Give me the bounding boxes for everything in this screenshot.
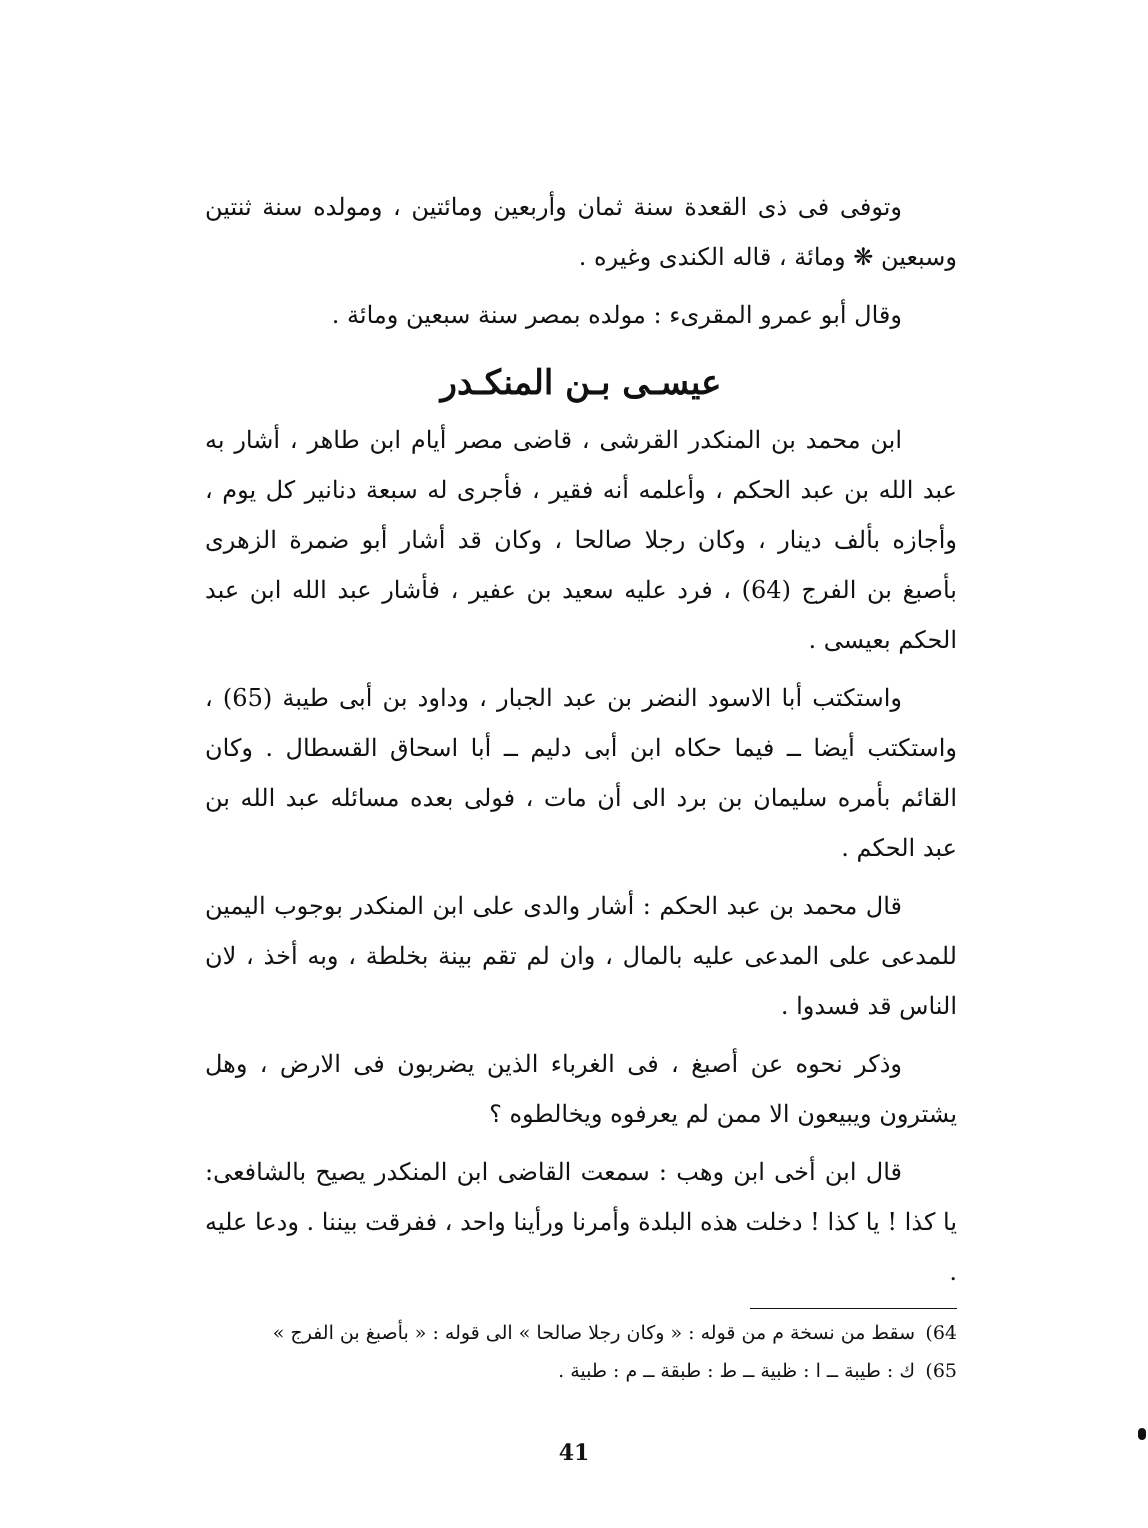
page-number: 41 [558, 1440, 590, 1466]
footnotes [205, 1320, 957, 1396]
body-paragraph-4: وذكر نحوه عن أصبغ ، فى الغرباء الذين يضربون فى الارض ، وهل يشترون ويبيعون الا ممن لم يعرفوه ويخالطوه ؟ [205, 1050, 957, 1128]
footnote-number: 65) [925, 1360, 957, 1382]
footnote-text: ك : طيبة ــ ا : ظبية ــ ط : طبقة ــ م : طبية . [558, 1360, 915, 1382]
body-paragraph-3: قال محمد بن عبد الحكم : أشار والدى على ابن المنكدر بوجوب اليمين للمدعى على المدعى عليه بالمال ، وان لم تقم بينة بخلطة ، وبه أخذ ، لان الناس قد فسدوا . [205, 892, 957, 1020]
main-body [205, 415, 957, 1297]
footnote [205, 1320, 957, 1346]
footnote-separator [750, 1308, 957, 1309]
footnote [205, 1358, 957, 1384]
intro-section [205, 182, 957, 340]
footnote-number: 64) [925, 1322, 957, 1344]
section-heading: عيسـى بـن المنكـدر [440, 363, 722, 403]
intro-paragraph-1: وتوفى فى ذى القعدة سنة ثمان وأربعين ومائتين ، ومولده سنة ثنتين وسبعين ❋ ومائة ، قاله الكندى وغيره . [205, 193, 957, 271]
intro-paragraph-2: وقال أبو عمرو المقرىء : مولده بمصر سنة سبعين ومائة . [331, 301, 902, 329]
scan-edge-mark [1138, 1428, 1146, 1440]
body-paragraph-5: قال ابن أخى ابن وهب : سمعت القاضى ابن المنكدر يصيح بالشافعى: يا كذا ! يا كذا ! دخلت هذه البلدة وأمرنا ورأينا واحد ، ففرقت بيننا . ودعا عليه . [205, 1158, 957, 1286]
body-paragraph-1: ابن محمد بن المنكدر القرشى ، قاضى مصر أيام ابن طاهر ، أشار به عبد الله بن عبد الحكم ، وأعلمه أنه فقير ، فأجرى له سبعة دنانير كل يوم ، وأجازه بألف دينار ، وكان رجلا صالحا ، وكان قد أشار أبو ضمرة الزهرى بأصبغ بن الفرج (64) ، فرد عليه سعيد بن عفير ، فأشار عبد الله ابن عبد الحكم بعيسى . [205, 426, 957, 654]
footnote-text: سقط من نسخة م من قوله : « وكان رجلا صالحا » الى قوله : « بأصبغ بن الفرج » [272, 1322, 915, 1344]
body-paragraph-2: واستكتب أبا الاسود النضر بن عبد الجبار ، وداود بن أبى طيبة (65) ، واستكتب أيضا ــ فيما حكاه ابن أبى دليم ــ أبا اسحاق القسطال . وكان القائم بأمره سليمان بن برد الى أن مات ، فولى بعده مسائله عبد الله بن عبد الحكم . [205, 684, 958, 862]
